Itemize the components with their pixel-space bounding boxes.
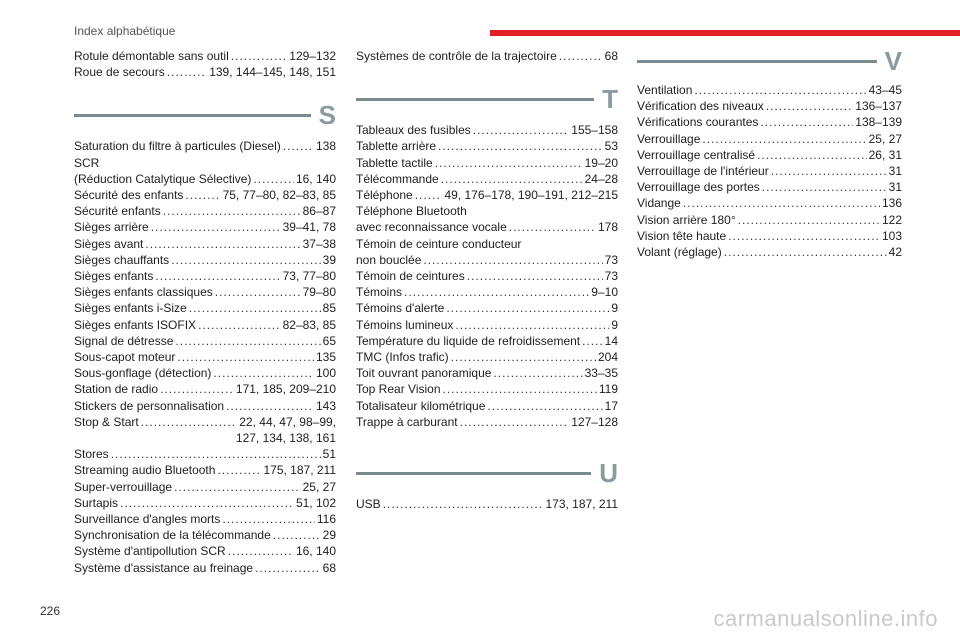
index-entry	[74, 284, 336, 300]
index-entry-pages: 116	[316, 512, 336, 527]
index-entry	[74, 300, 336, 316]
index-entry-term: Sièges avant	[74, 236, 144, 251]
index-entry-term: Stickers de personnalisation	[74, 398, 225, 413]
index-entry-term: Sécurité des enfants	[74, 188, 184, 203]
index-entry-pages: 171, 185, 209–210	[235, 382, 336, 397]
index-entry	[74, 187, 336, 203]
section-rule	[356, 98, 594, 101]
index-entry-term: Surtapis	[74, 495, 119, 510]
dot-leader	[473, 122, 570, 138]
index-entry	[637, 82, 902, 98]
index-entry-pages: 29	[322, 528, 336, 543]
index-entry-pages: 86–87	[302, 204, 336, 219]
index-entry	[74, 560, 336, 576]
index-entry	[74, 203, 336, 219]
index-entry-pages: 51, 102	[295, 495, 336, 510]
dot-leader	[762, 179, 887, 195]
index-entry-pages: 119	[598, 382, 618, 397]
dot-leader	[226, 398, 314, 414]
index-entry-term: Rotule démontable sans outil	[74, 49, 229, 63]
index-entry-term: Verrouillage des portes	[637, 180, 760, 195]
dot-leader	[415, 187, 443, 203]
index-entry-term: Stores	[74, 447, 109, 462]
index-entry-pages: 136	[881, 196, 902, 211]
watermark: carmanualsonline.info	[713, 606, 938, 631]
index-entry-pages: 25, 27	[868, 131, 902, 146]
index-entry-pages: 39	[322, 252, 336, 267]
index-entry	[74, 219, 336, 235]
entry-group-r	[74, 48, 336, 80]
index-entry-pages: 17	[604, 398, 618, 413]
index-entry	[356, 300, 618, 316]
index-entry-pages: 31	[888, 180, 902, 195]
index-entry-term: Synchronisation de la télécommande	[74, 528, 271, 543]
section-letter: V	[884, 46, 902, 76]
index-entry-pages: 43–45	[868, 83, 902, 97]
index-entry-pages: 68	[322, 560, 336, 575]
section-header-v	[637, 46, 902, 76]
index-entry-pages: 136–137	[855, 99, 902, 114]
index-entry-term: Tablette tactile	[356, 155, 433, 170]
index-entry	[356, 414, 618, 430]
index-entry	[637, 244, 902, 260]
index-entry	[637, 98, 902, 114]
index-entry-pages: 75, 77–80, 82–83, 85	[222, 188, 336, 203]
dot-leader	[145, 236, 300, 252]
index-entry	[74, 64, 336, 80]
index-entry-pages: 19–20	[584, 155, 618, 170]
dot-leader	[231, 48, 288, 64]
index-entry	[356, 398, 618, 414]
index-entry-pages: 53	[604, 139, 618, 154]
index-entry-pages: 155–158	[571, 123, 618, 138]
index-entry	[74, 511, 336, 527]
index-entry	[74, 527, 336, 543]
index-entry	[74, 543, 336, 559]
index-entry	[74, 381, 336, 397]
index-entry-term: Verrouillage de l'intérieur	[637, 164, 769, 179]
index-entry-term: Système d'antipollution SCR	[74, 544, 226, 559]
dot-leader	[222, 511, 314, 527]
dot-leader	[467, 268, 603, 284]
index-entry-pages-continued: 127, 134, 138, 161	[235, 431, 336, 446]
dot-leader	[438, 138, 603, 154]
index-entry	[74, 138, 336, 154]
index-entry-pages: 65	[322, 333, 336, 348]
index-entry-pages: 143	[315, 398, 336, 413]
index-entry-pages: 73	[604, 252, 618, 267]
index-entry	[637, 163, 902, 179]
dot-leader	[151, 219, 281, 235]
dot-leader	[757, 147, 867, 163]
dot-leader	[198, 317, 281, 333]
index-entry	[74, 236, 336, 252]
index-entry	[637, 228, 902, 244]
index-entry	[74, 317, 336, 333]
index-entry	[356, 187, 618, 203]
index-entry-pages: 16, 140	[295, 171, 336, 186]
dot-leader	[141, 414, 238, 430]
index-entry	[356, 381, 618, 397]
header-accent-bar	[490, 30, 960, 36]
index-entry-term: Système d'assistance au freinage	[74, 560, 254, 575]
index-entry-term: Surveillance d'angles morts	[74, 512, 221, 527]
index-entry-term: (Réduction Catalytique Sélective)	[74, 171, 252, 186]
index-entry-pages: 9	[611, 301, 618, 316]
index-entry	[74, 48, 336, 64]
dot-leader	[443, 381, 597, 397]
entry-group-t	[356, 122, 618, 430]
index-entry	[356, 171, 618, 187]
index-entry-term: Sécurité enfants	[74, 204, 161, 219]
dot-leader	[120, 495, 294, 511]
dot-leader	[283, 138, 314, 154]
index-entry-term: avec reconnaissance vocale	[356, 220, 507, 235]
index-entry-term: SCR	[74, 155, 100, 170]
index-entry-pages: 42	[888, 245, 902, 260]
index-entry	[356, 219, 618, 235]
index-entry-term: Station de radio	[74, 382, 159, 397]
index-entry	[356, 138, 618, 154]
index-entry	[637, 195, 902, 211]
dot-leader	[253, 171, 294, 187]
index-entry-pages: 33–35	[584, 366, 618, 381]
index-entry-pages: 26, 31	[868, 147, 902, 162]
index-entry-term: Témoin de ceintures	[356, 269, 465, 284]
index-entry-term: Sièges enfants ISOFIX	[74, 317, 197, 332]
index-column-1	[74, 48, 336, 576]
index-entry-term: Volant (réglage)	[637, 245, 722, 260]
index-entry	[356, 122, 618, 138]
index-entry	[356, 317, 618, 333]
dot-leader	[217, 462, 261, 478]
index-entry	[356, 333, 618, 349]
index-entry	[356, 155, 618, 171]
section-letter: T	[602, 84, 618, 115]
index-entry-term: Streaming audio Bluetooth	[74, 463, 216, 478]
dot-leader	[189, 300, 321, 316]
index-entry-pages: 138–139	[855, 115, 902, 130]
index-entry-pages: 122	[881, 212, 902, 227]
dot-leader	[451, 349, 596, 365]
index-entry-term: Stop & Start	[74, 414, 139, 429]
dot-leader	[493, 365, 582, 381]
index-entry-pages: 9	[611, 317, 618, 332]
section-header-t	[356, 84, 618, 114]
index-entry-term: Sous-capot moteur	[74, 350, 176, 365]
page-header-title: Index alphabétique	[74, 24, 176, 38]
index-entry	[356, 284, 618, 300]
dot-leader	[171, 252, 320, 268]
index-entry-term: Systèmes de contrôle de la trajectoire	[356, 49, 557, 63]
page-number: 226	[40, 604, 61, 618]
index-entry-term: Témoins	[356, 285, 403, 300]
index-entry	[74, 171, 336, 187]
index-entry-pages: 68	[604, 49, 618, 63]
index-entry-term: Vérifications courantes	[637, 115, 759, 130]
index-entry	[74, 365, 336, 381]
dot-leader	[383, 496, 544, 512]
index-entry-pages: 16, 140	[295, 544, 336, 559]
index-entry-term: Trappe à carburant	[356, 414, 458, 429]
section-letter: S	[318, 100, 336, 131]
dot-leader	[160, 381, 234, 397]
entry-group-u	[356, 496, 618, 512]
dot-leader	[760, 114, 853, 130]
index-entry-term: Vidange	[637, 196, 681, 211]
index-entry-pages: 14	[604, 333, 618, 348]
index-entry	[356, 48, 618, 64]
index-entry-term: Témoin de ceinture conducteur	[356, 236, 522, 251]
index-entry	[356, 365, 618, 381]
index-entry-pages: 73	[604, 269, 618, 284]
index-entry-pages: 22, 44, 47, 98–99,	[239, 414, 336, 429]
index-column-3	[637, 46, 902, 260]
index-entry-term: Vision tête haute	[637, 228, 727, 243]
index-entry	[637, 179, 902, 195]
dot-leader	[255, 560, 321, 576]
dot-leader	[487, 398, 602, 414]
dot-leader	[694, 82, 866, 98]
index-entry-term: Vérification des niveaux	[637, 99, 764, 114]
index-entry-pages: 49, 176–178, 190–191, 212–215	[444, 188, 618, 203]
index-entry-term: Témoins lumineux	[356, 317, 454, 332]
entry-group-s-continued	[356, 48, 618, 64]
index-entry-term: Sièges enfants i-Size	[74, 301, 187, 316]
index-entry	[637, 212, 902, 228]
index-entry	[74, 398, 336, 414]
section-header-s	[74, 100, 336, 130]
index-entry-term: Saturation du filtre à particules (Diesel)	[74, 139, 281, 154]
dot-leader	[213, 365, 314, 381]
dot-leader	[683, 195, 880, 211]
index-entry	[74, 349, 336, 365]
index-entry-pages: 103	[881, 228, 902, 243]
dot-leader	[175, 333, 320, 349]
index-entry-term: Température du liquide de refroidissement	[356, 333, 581, 348]
dot-leader	[273, 527, 321, 543]
dot-leader	[582, 333, 603, 349]
index-entry-term: Verrouillage	[637, 131, 701, 146]
index-entry-term: Tablette arrière	[356, 139, 437, 154]
index-entry	[74, 414, 336, 430]
index-entry-term: Signal de détresse	[74, 333, 174, 348]
dot-leader	[155, 268, 280, 284]
section-rule	[74, 114, 311, 117]
section-rule	[637, 60, 877, 63]
entry-group-s	[74, 138, 336, 575]
index-entry	[74, 333, 336, 349]
index-entry-term: Totalisateur kilométrique	[356, 398, 486, 413]
index-entry-pages: 24–28	[584, 171, 618, 186]
index-column-2	[356, 48, 618, 512]
index-entry	[74, 479, 336, 495]
index-entry	[74, 268, 336, 284]
index-entry-pages: 31	[888, 164, 902, 179]
index-entry	[637, 114, 902, 130]
dot-leader	[728, 228, 880, 244]
index-entry	[356, 268, 618, 284]
index-entry-pages: 139, 144–145, 148, 151	[209, 65, 336, 80]
index-entry	[637, 131, 902, 147]
dot-leader	[460, 414, 570, 430]
section-header-u	[356, 458, 618, 488]
dot-leader	[177, 349, 314, 365]
dot-leader	[724, 244, 887, 260]
index-entry	[74, 252, 336, 268]
index-entry	[74, 462, 336, 478]
index-entry-term: Témoins d'alerte	[356, 301, 445, 316]
entry-group-v	[637, 82, 902, 260]
index-entry-pages: 127–128	[571, 414, 618, 429]
index-entry-term: Sièges enfants classiques	[74, 285, 213, 300]
index-entry-pages: 25, 27	[302, 479, 336, 494]
dot-leader	[163, 203, 301, 219]
index-entry-term: Ventilation	[637, 83, 693, 97]
dot-leader	[766, 98, 854, 114]
dot-leader	[738, 212, 880, 228]
index-entry-term: Sous-gonflage (détection)	[74, 366, 212, 381]
index-entry-term: Top Rear Vision	[356, 382, 441, 397]
index-entry-pages: 73, 77–80	[282, 269, 336, 284]
index-entry-pages: 173, 187, 211	[545, 497, 618, 512]
dot-leader	[167, 64, 207, 80]
index-entry-pages: 175, 187, 211	[263, 463, 336, 478]
index-entry-term: Toit ouvrant panoramique	[356, 366, 492, 381]
dot-leader	[446, 300, 609, 316]
dot-leader	[509, 219, 596, 235]
index-entry-term: Vision arrière 180°	[637, 212, 736, 227]
dot-leader	[559, 48, 603, 64]
dot-leader	[404, 284, 589, 300]
index-entry-pages: 39–41, 78	[282, 220, 336, 235]
index-entry-term: Verrouillage centralisé	[637, 147, 756, 162]
index-entry-term: USB	[356, 497, 381, 512]
dot-leader	[185, 187, 220, 203]
index-entry	[637, 147, 902, 163]
index-entry-pages: 85	[322, 301, 336, 316]
index-entry-pages: 204	[597, 350, 618, 365]
index-entry-term: Sièges chauffants	[74, 252, 170, 267]
index-entry-term: non bouclée	[356, 252, 422, 267]
index-entry-pages: 9–10	[591, 285, 618, 300]
section-letter: U	[599, 458, 618, 489]
index-entry-term: TMC (Infos trafic)	[356, 350, 449, 365]
dot-leader	[455, 317, 609, 333]
index-entry-term: Tableaux des fusibles	[356, 123, 471, 138]
dot-leader	[423, 252, 602, 268]
index-entry-pages: 37–38	[302, 236, 336, 251]
index-entry-term: Téléphone Bluetooth	[356, 204, 467, 219]
dot-leader	[702, 131, 866, 147]
index-entry	[74, 446, 336, 462]
dot-leader	[174, 479, 301, 495]
dot-leader	[215, 284, 301, 300]
index-entry-term: Roue de secours	[74, 65, 165, 80]
index-entry-term: Super-verrouillage	[74, 479, 173, 494]
index-entry-pages: 135	[315, 350, 336, 365]
index-entry-term: Téléphone	[356, 188, 413, 203]
dot-leader	[435, 155, 583, 171]
index-entry	[356, 496, 618, 512]
index-entry-pages: 51	[322, 447, 336, 462]
index-entry-term: Télécommande	[356, 171, 439, 186]
index-entry-pages: 100	[315, 366, 336, 381]
index-entry-pages: 178	[597, 220, 618, 235]
index-entry-pages: 138	[315, 139, 336, 154]
dot-leader	[771, 163, 887, 179]
index-entry	[356, 349, 618, 365]
dot-leader	[441, 171, 583, 187]
dot-leader	[111, 446, 321, 462]
index-entry-pages: 82–83, 85	[282, 317, 336, 332]
index-entry-term: Sièges arrière	[74, 220, 149, 235]
index-entry-pages: 129–132	[289, 49, 336, 63]
index-entry-term: Sièges enfants	[74, 269, 154, 284]
index-entry-pages: 79–80	[302, 285, 336, 300]
index-entry	[356, 252, 618, 268]
index-entry	[74, 495, 336, 511]
dot-leader	[228, 543, 294, 559]
section-rule	[356, 472, 591, 475]
